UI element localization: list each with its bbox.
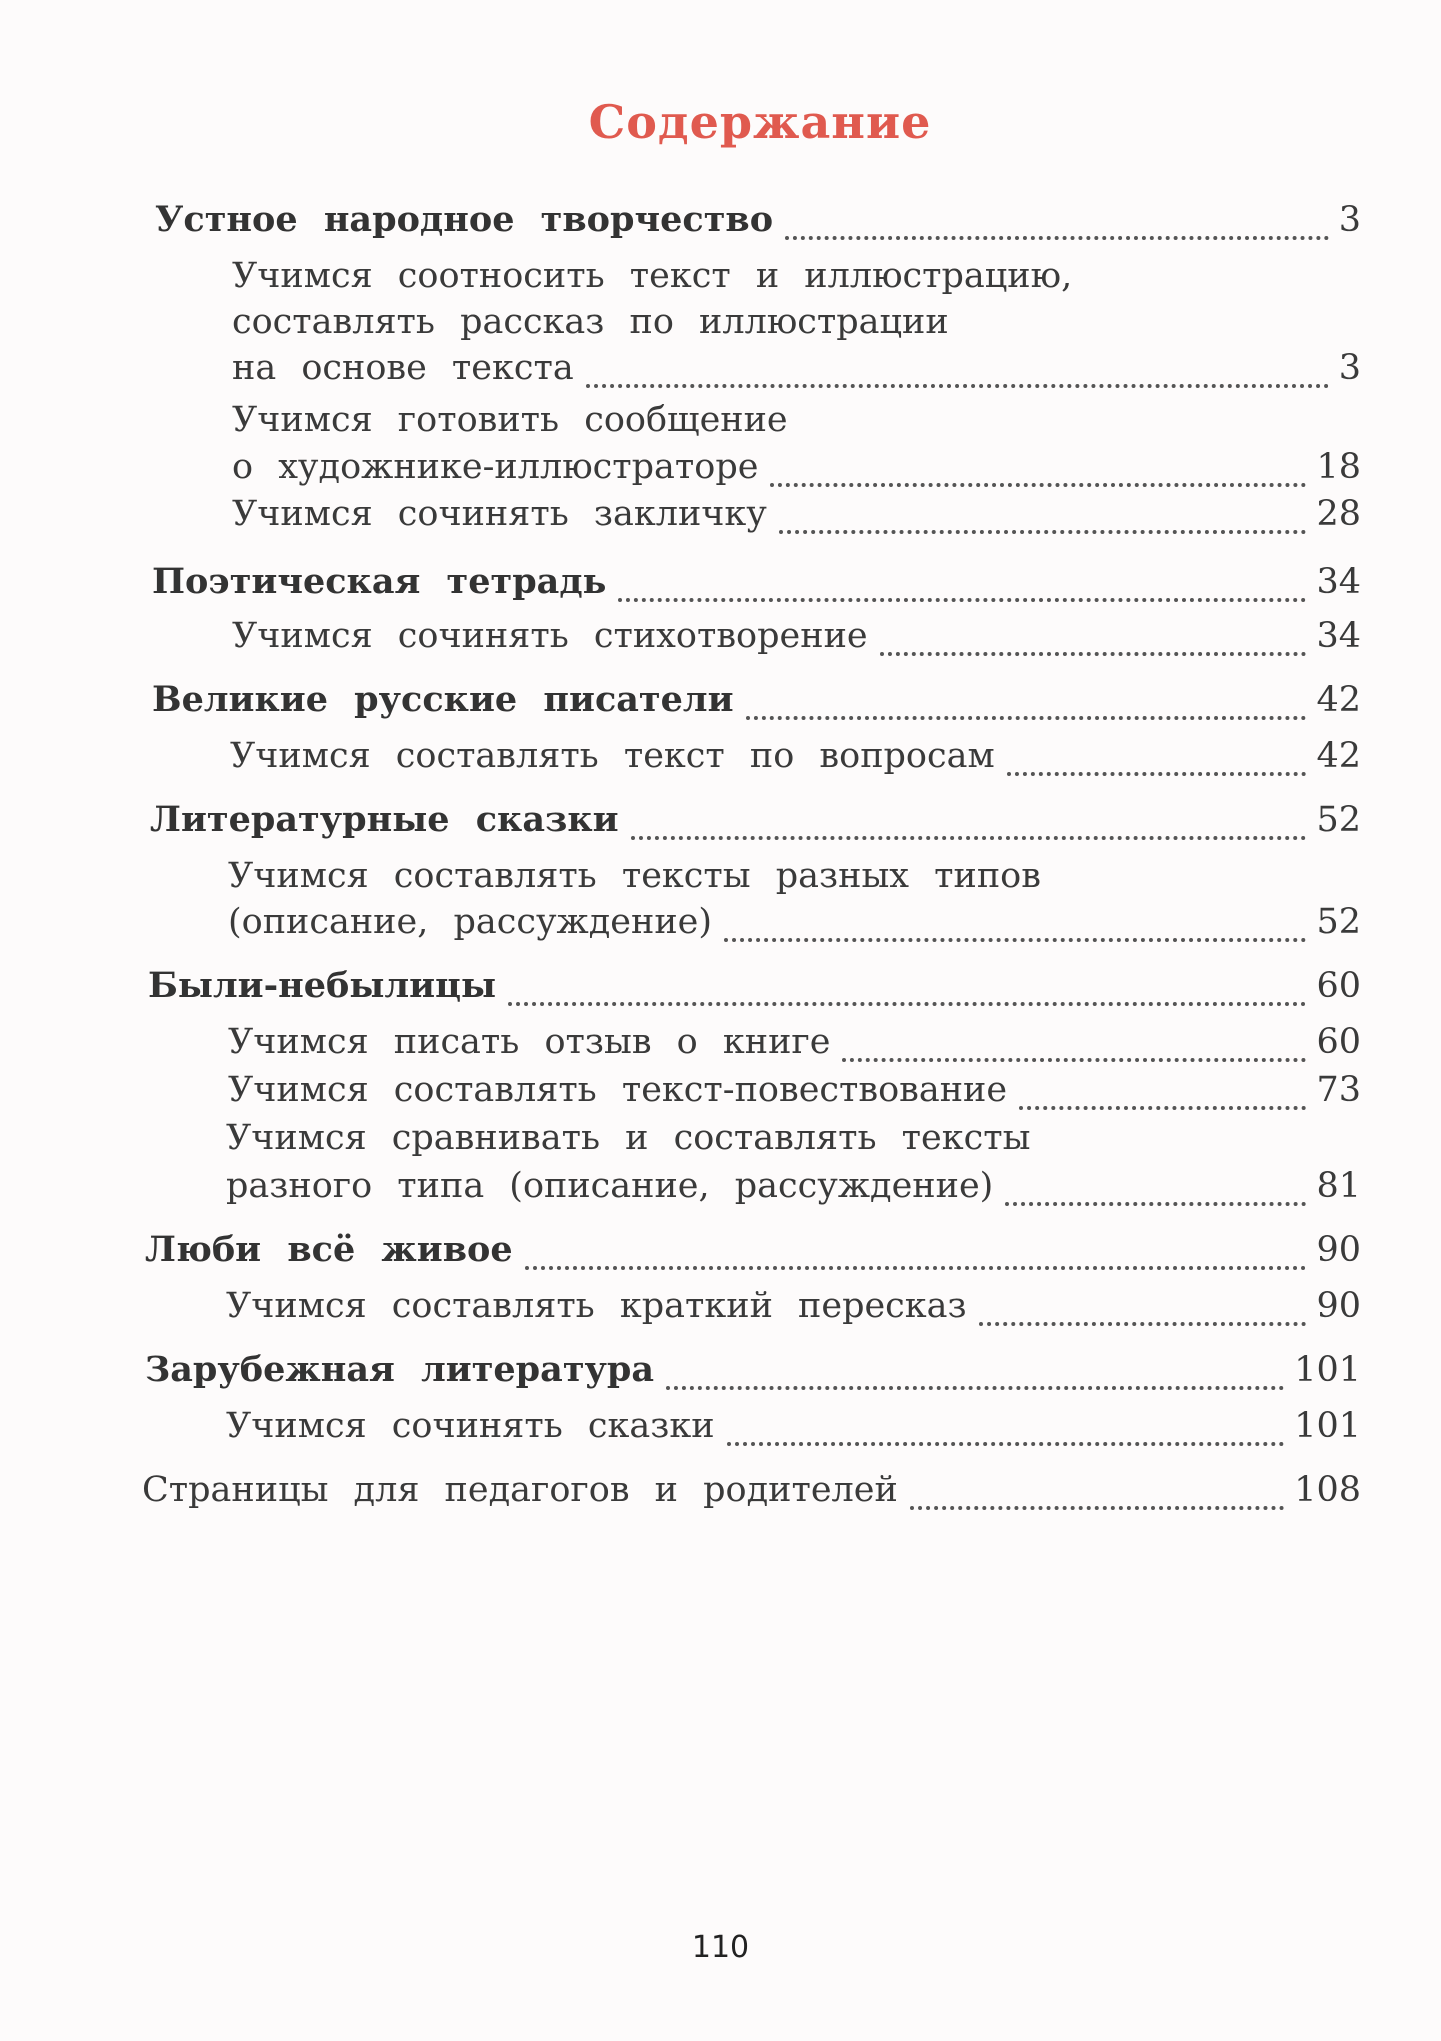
toc-page-number: 90 [1316, 1286, 1361, 1326]
toc-section-title: Поэтическая тетрадь [152, 561, 607, 602]
toc-subsection[interactable] [0, 490, 1441, 538]
toc-page-number: 90 [1316, 1230, 1361, 1270]
toc-subsection-title: Учимся составлять текст по вопросам [230, 736, 995, 776]
toc-page-number: 101 [1294, 1406, 1361, 1446]
toc-page-number: 60 [1316, 966, 1361, 1006]
toc-section[interactable] [0, 558, 1441, 606]
toc-section-title: Великие русские писатели [152, 679, 734, 720]
leader-dots [770, 453, 1306, 487]
leader-dots [586, 354, 1329, 388]
toc-subsection-title: Учимся сравнивать и составлять тексты [226, 1118, 1031, 1158]
toc-subsection-title: (описание, рассуждение) [228, 902, 713, 942]
leader-dots [618, 568, 1306, 602]
toc-section[interactable] [0, 1346, 1441, 1394]
toc-subsection-title: Учимся писать отзыв о книге [228, 1022, 831, 1062]
toc-page-number: 34 [1316, 562, 1361, 602]
toc-subsection[interactable] [0, 898, 1441, 946]
toc-page-number: 81 [1316, 1166, 1361, 1206]
toc-section[interactable] [0, 1226, 1441, 1274]
toc-subsection[interactable] [0, 443, 1441, 491]
toc-subsection-title: Учимся соотносить текст и иллюстрацию, [232, 256, 1073, 296]
leader-dots [666, 1356, 1284, 1390]
toc-subsection[interactable] [0, 1402, 1441, 1450]
toc-subsection-title: составлять рассказ по иллюстрации [232, 302, 949, 342]
leader-dots [727, 1412, 1284, 1446]
toc-subsection[interactable] [0, 1066, 1441, 1114]
toc-page-number: 73 [1316, 1070, 1361, 1110]
toc-subsection[interactable] [0, 1018, 1441, 1066]
toc-page-number: 101 [1294, 1350, 1361, 1390]
toc-subsection[interactable] [0, 852, 1441, 900]
toc-subsection-title: Учимся готовить сообщение [232, 400, 788, 440]
leader-dots [910, 1476, 1284, 1510]
leader-dots [631, 806, 1306, 840]
toc-subsection-title: Учимся составлять краткий пересказ [226, 1286, 967, 1326]
toc-page-number: 28 [1316, 494, 1361, 534]
leader-dots [525, 1236, 1306, 1270]
toc-subsection-title: Учимся сочинять сказки [226, 1406, 715, 1446]
toc-subsection[interactable] [0, 1282, 1441, 1330]
toc-page-number: 18 [1316, 447, 1361, 487]
toc-page-number: 34 [1316, 616, 1361, 656]
toc-subsection-title: разного типа (описание, рассуждение) [226, 1166, 994, 1206]
toc-subsection-title: о художнике-иллюстраторе [232, 447, 759, 487]
toc-appendix-title: Страницы для педагогов и родителей [142, 1470, 898, 1510]
leader-dots [724, 908, 1306, 942]
toc-section[interactable] [0, 962, 1441, 1010]
toc-appendix[interactable] [0, 1466, 1441, 1514]
toc-subsection-title: Учимся составлять тексты разных типов [228, 856, 1041, 896]
toc-section-title: Люби всё живое [145, 1229, 513, 1270]
toc-subsection-title: на основе текста [232, 348, 574, 388]
toc-page-number: 52 [1316, 902, 1361, 942]
page-title: Содержание [588, 95, 932, 149]
leader-dots [842, 1028, 1306, 1062]
toc-section-title: Были-небылицы [148, 965, 497, 1006]
toc-page-number: 42 [1316, 736, 1361, 776]
toc-subsection[interactable] [0, 732, 1441, 780]
toc-section-title: Литературные сказки [150, 799, 619, 840]
leader-dots [779, 500, 1306, 534]
toc-subsection[interactable] [0, 1162, 1441, 1210]
leader-dots [508, 972, 1306, 1006]
toc-subsection[interactable] [0, 612, 1441, 660]
toc-subsection[interactable] [0, 396, 1441, 444]
toc-page-number: 3 [1338, 348, 1361, 388]
toc-section-title: Зарубежная литература [145, 1349, 655, 1390]
toc-page-number: 52 [1316, 800, 1361, 840]
toc-subsection[interactable] [0, 252, 1441, 300]
toc-subsection-title: Учимся сочинять закличку [232, 494, 767, 534]
page-number: 110 [691, 1930, 750, 1965]
toc-page-number: 60 [1316, 1022, 1361, 1062]
toc-page-number: 42 [1316, 680, 1361, 720]
toc-subsection-title: Учимся сочинять стихотворение [232, 616, 868, 656]
toc-subsection[interactable] [0, 298, 1441, 346]
toc-section[interactable] [0, 196, 1441, 244]
toc-subsection-title: Учимся составлять текст-повествование [228, 1070, 1008, 1110]
leader-dots [746, 686, 1306, 720]
toc-section[interactable] [0, 676, 1441, 724]
toc-page-number: 108 [1294, 1470, 1361, 1510]
toc-section[interactable] [0, 796, 1441, 844]
toc-section-title: Устное народное творчество [155, 199, 774, 240]
toc-subsection[interactable] [0, 1114, 1441, 1162]
toc-page-number: 3 [1338, 200, 1361, 240]
toc-subsection[interactable] [0, 344, 1441, 392]
